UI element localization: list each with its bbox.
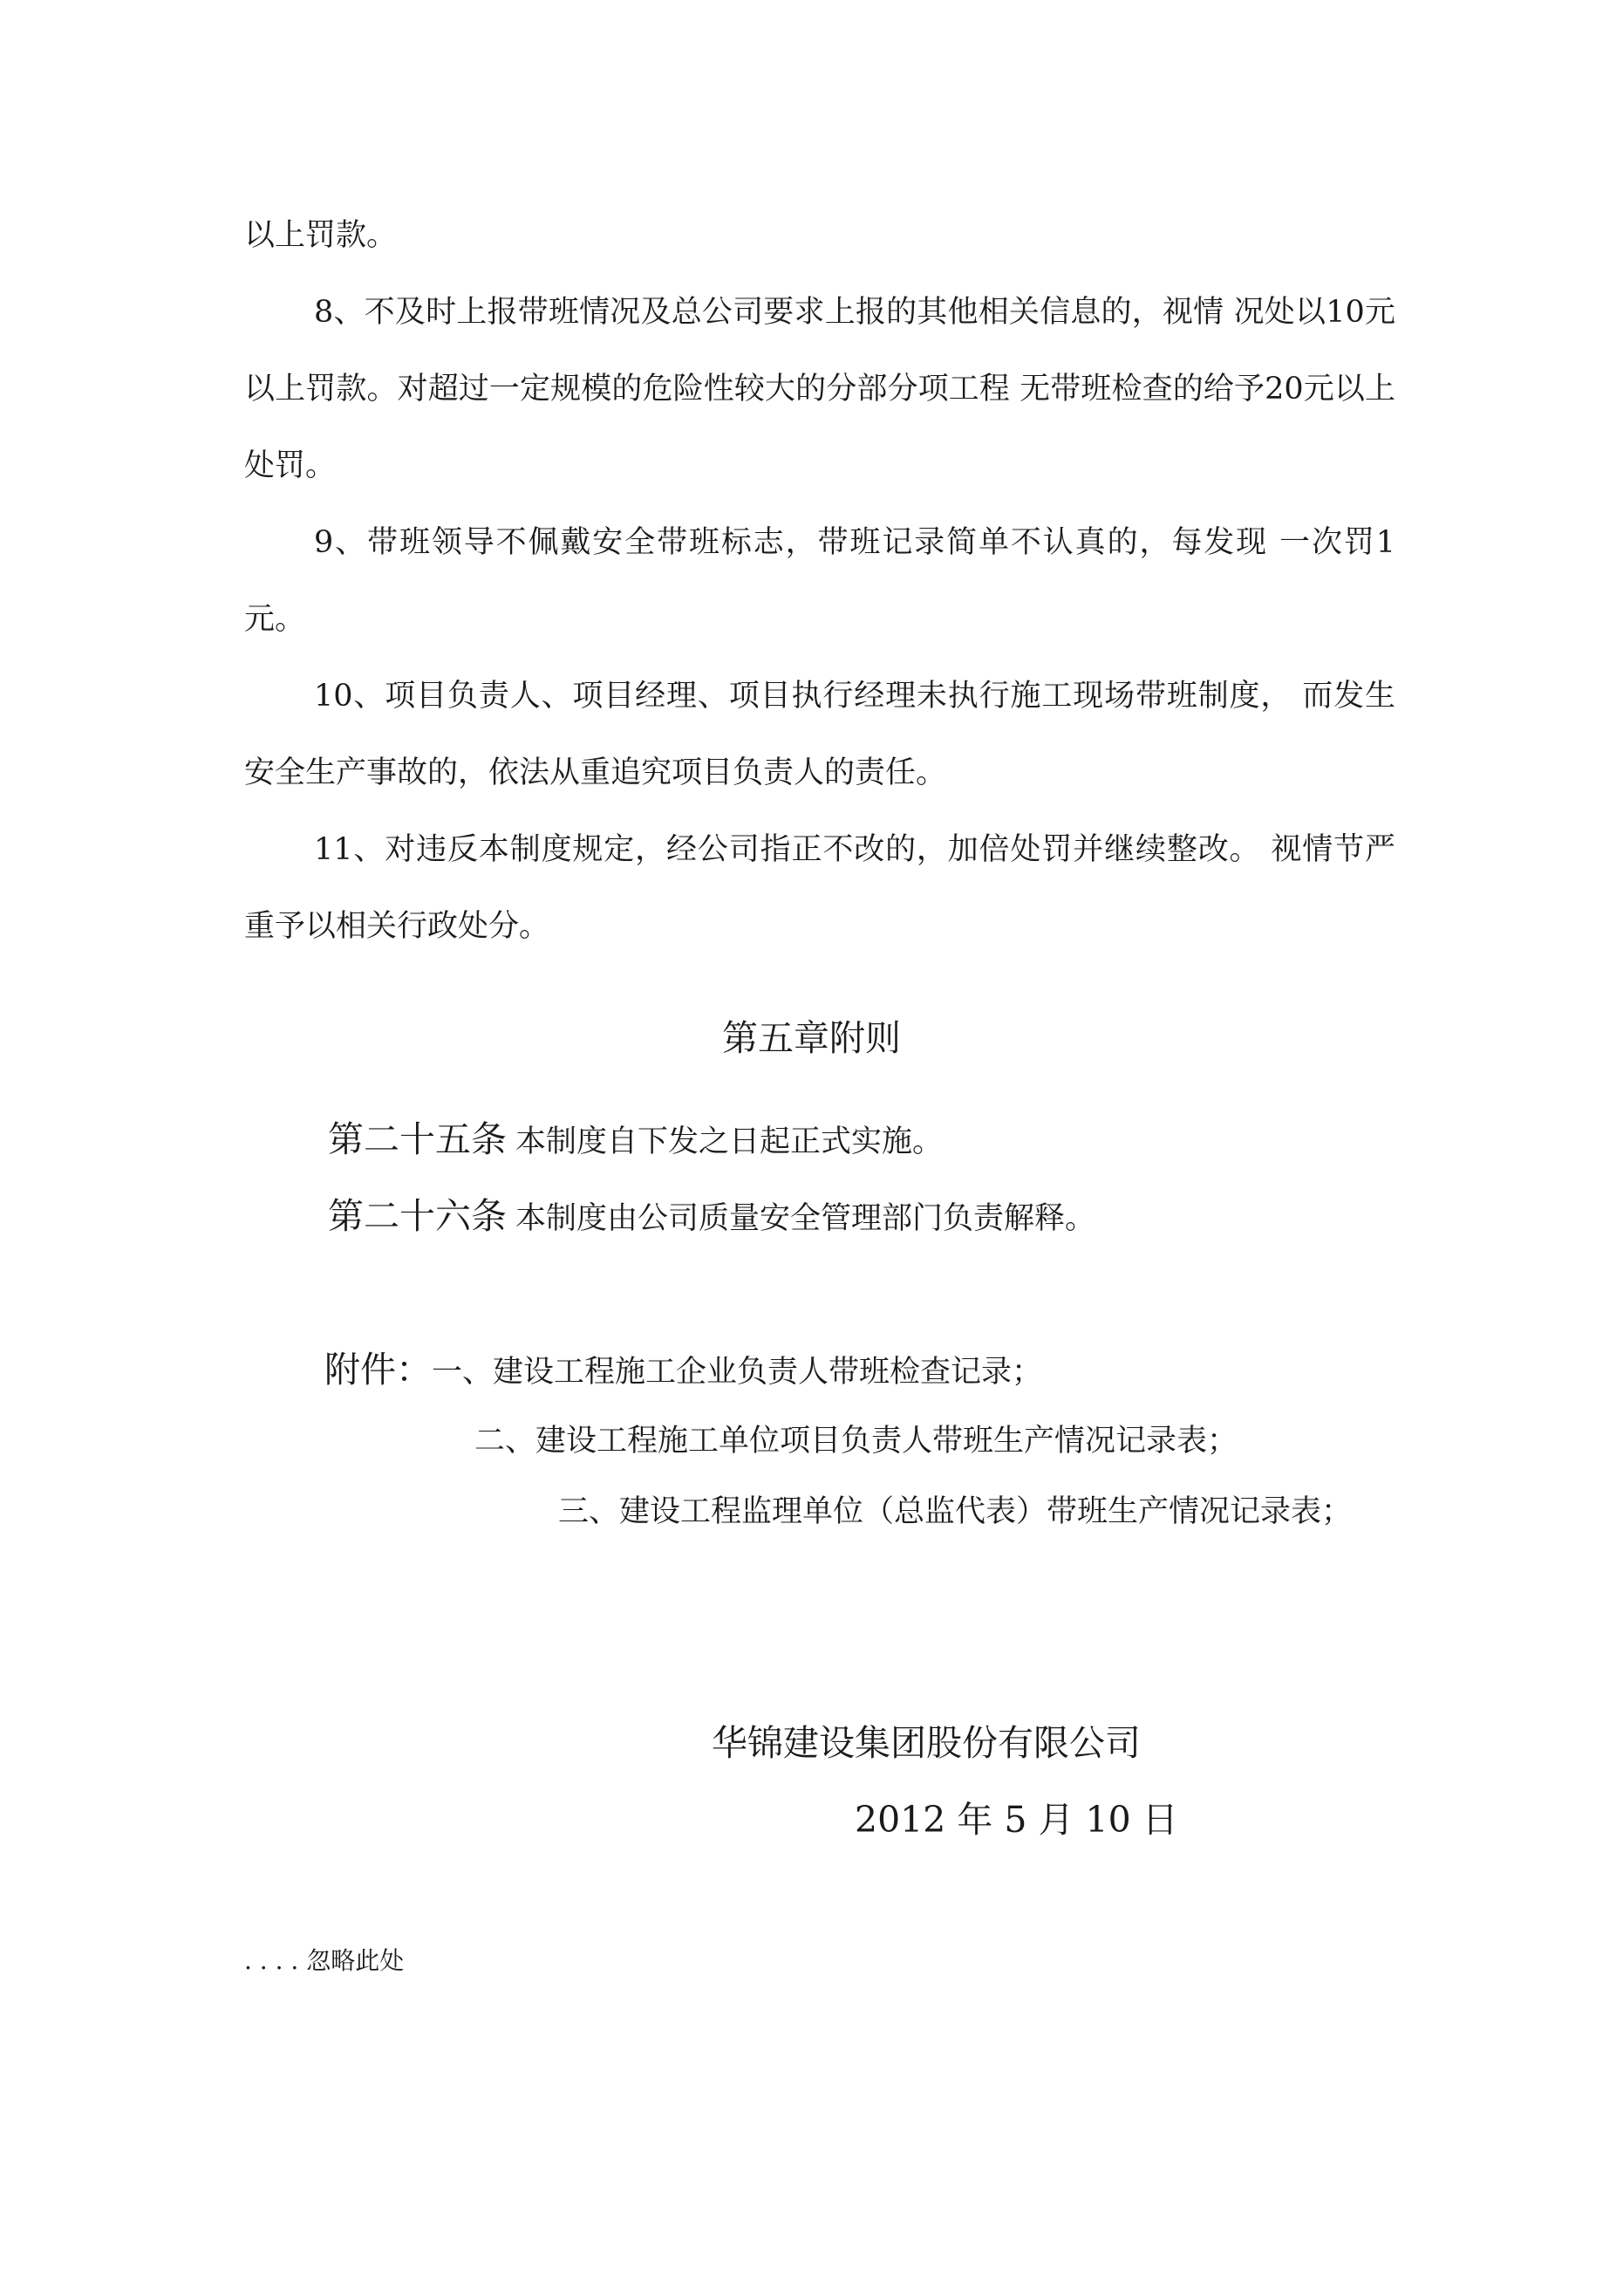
- paragraph-item-9: 9、带班领导不佩戴安全带班标志，带班记录简单不认真的，每发现 一次罚1元。: [244, 525, 1395, 637]
- paragraph-item-8: 8、不及时上报带班情况及总公司要求上报的其他相关信息的，视情 况处以10元以上罚款。对超过一定规模的危险性较大的分部分项工程 无带班检查的给予20元以上处罚。: [244, 295, 1395, 483]
- article-text: 本制度自下发之日起正式实施。: [515, 1124, 944, 1159]
- attachment-item: 二、建设工程施工单位项目负责人带班生产情况记录表；: [474, 1424, 1238, 1459]
- attachment-1: [324, 1343, 1042, 1398]
- attachment-2: [474, 1415, 1238, 1467]
- paragraph-item-10: 10、项目负责人、项目经理、项目执行经理未执行施工现场带班制度， 而发生安全生产事故的，依法从重追究项目负责人的责任。: [244, 679, 1395, 790]
- signature-company: 华锦建设集团股份有限公司: [712, 1722, 1141, 1764]
- paragraph-item-11: 11、对违反本制度规定，经公司指正不改的，加倍处罚并继续整改。 视情节严重予以相关行政处分。: [244, 832, 1395, 944]
- attachment-3: [558, 1486, 1352, 1538]
- paragraph-continuation: 以上罚款。: [244, 218, 398, 253]
- article-text: 本制度由公司质量安全管理部门负责解释。: [515, 1201, 1096, 1236]
- attachment-label: 附件：: [324, 1349, 432, 1391]
- article-25: [328, 1113, 943, 1168]
- attachment-item: 三、建设工程监理单位（总监代表）带班生产情况记录表；: [558, 1494, 1353, 1529]
- article-number: 第二十六条: [328, 1195, 507, 1237]
- article-26: [328, 1190, 1095, 1245]
- footnote: . . . . 忽略此处: [244, 1946, 405, 1975]
- article-number: 第二十五条: [328, 1118, 507, 1160]
- attachment-item: 一、建设工程施工企业负责人带班检查记录；: [432, 1355, 1043, 1390]
- signature-date: 2012 年 5 月 10 日: [855, 1799, 1178, 1841]
- chapter-title: 第五章附则: [722, 1017, 901, 1059]
